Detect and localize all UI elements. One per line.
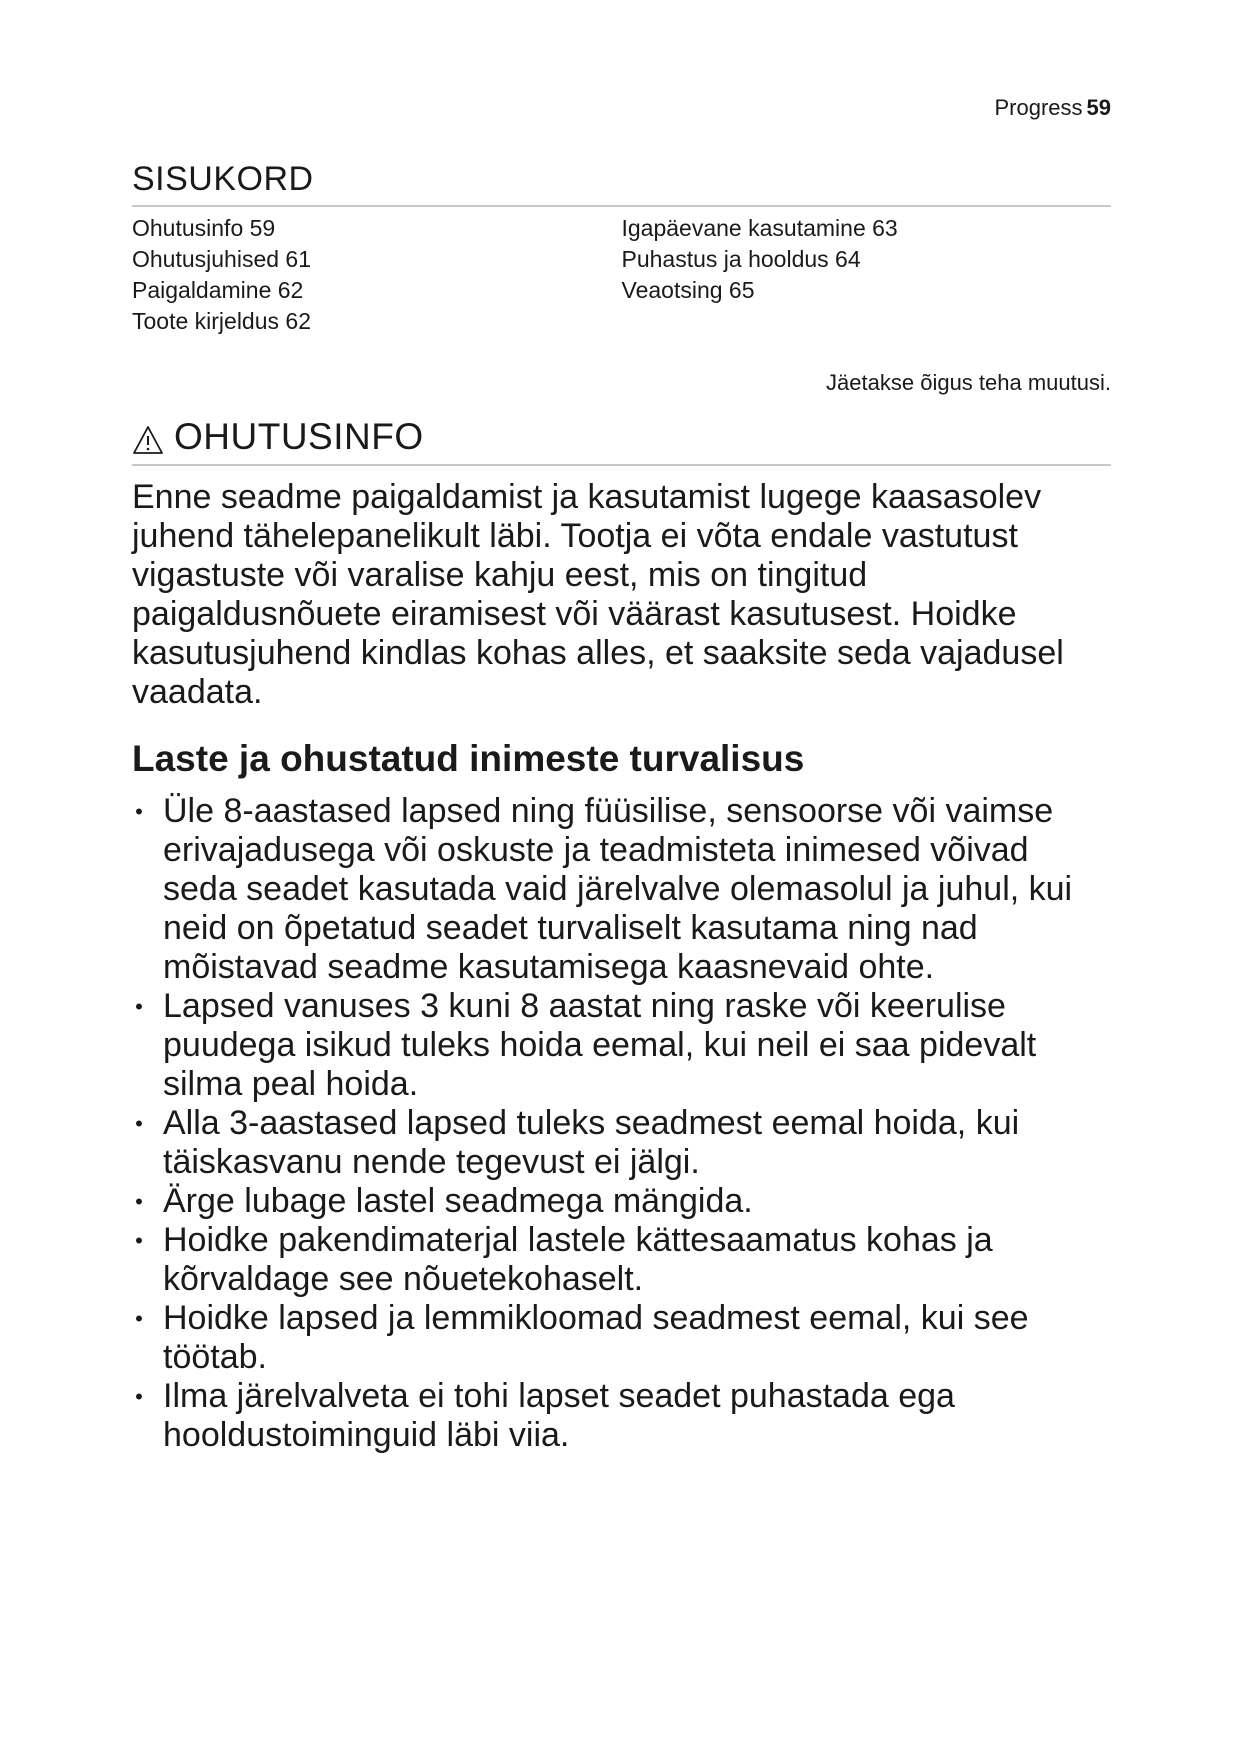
bullet-icon: •	[135, 1189, 143, 1214]
disclaimer: Jäetakse õigus teha muutusi.	[826, 370, 1111, 395]
toc-entry: Veaotsing 65	[621, 277, 755, 303]
list-item	[132, 792, 1111, 987]
brand-name: Progress	[994, 95, 1083, 120]
list-item-text: Ärge lubage lastel seadmega mängida.	[163, 1182, 753, 1220]
bullet-icon: •	[135, 1228, 143, 1253]
safety-title-text: OHUTUSINFO	[174, 416, 424, 457]
toc-entry: Toote kirjeldus 62	[132, 308, 311, 334]
bullet-icon: •	[135, 1111, 143, 1136]
warning-triangle-icon	[132, 422, 164, 452]
toc-left-column	[132, 213, 622, 337]
list-item-text: Ilma järelvalveta ei tohi lapset seadet puhastada ega hooldustoiminguid läbi viia.	[163, 1377, 955, 1454]
list-item	[132, 1104, 1111, 1182]
toc-entry: Puhastus ja hooldus 64	[621, 246, 861, 272]
list-item-text: Lapsed vanuses 3 kuni 8 aastat ning raske või keerulise puudega isikud tuleks hoida eemal, kui neil ei saa pidevalt silma peal hoida.	[163, 987, 1037, 1103]
toc-entry: Ohutusinfo 59	[132, 215, 276, 241]
toc-entry: Igapäevane kasutamine 63	[621, 215, 898, 241]
list-item-text: Alla 3-aastased lapsed tuleks seadmest eemal hoida, kui täiskasvanu nende tegevust ei jälgi.	[163, 1104, 1020, 1181]
page-content	[132, 160, 1111, 1455]
page-number: 59	[1086, 95, 1111, 120]
bullet-icon: •	[135, 1384, 143, 1409]
list-item	[132, 987, 1111, 1104]
list-item	[132, 1221, 1111, 1299]
safety-intro: Enne seadme paigaldamist ja kasutamist lugege kaasasolev juhend tähelepanelikult läbi. Tootja ei võta endale vastutust vigastuste või varalise kahju eest, mis on tingitud paigaldusnõuete eiramisest või väärast kasutusest. Hoidke kasutusjuhend kindlas kohas alles, et saaksite seda vajadusel vaadata.	[132, 478, 1064, 711]
bullet-icon: •	[135, 799, 143, 824]
list-item	[132, 1299, 1111, 1377]
bullet-icon: •	[135, 1306, 143, 1331]
safety-section-title	[132, 416, 1111, 466]
list-item-text: Hoidke lapsed ja lemmikloomad seadmest eemal, kui see töötab.	[163, 1299, 1029, 1376]
children-section-title: Laste ja ohustatud inimeste turvalisus	[132, 738, 805, 779]
children-safety-list	[132, 792, 1111, 1455]
bullet-icon: •	[135, 994, 143, 1019]
list-item-text: Üle 8-aastased lapsed ning füüsilise, sensoorse või vaimse erivajadusega või oskuste ja teadmisteta inimesed võivad seda seadet kasutada vaid järelvalve olemasolul ja juhul, kui neid on õpetatud seadet turvaliselt kasutama ning nad mõistavad seadme kasutamisega kaasnevaid ohte.	[163, 792, 1073, 986]
table-of-contents	[132, 213, 1111, 337]
toc-entry: Ohutusjuhised 61	[132, 246, 312, 272]
list-item	[132, 1377, 1111, 1455]
toc-entry: Paigaldamine 62	[132, 277, 304, 303]
toc-right-column	[622, 213, 1112, 337]
page-header	[994, 95, 1111, 121]
toc-title: SISUKORD	[132, 160, 1111, 207]
list-item	[132, 1182, 1111, 1221]
list-item-text: Hoidke pakendimaterjal lastele kättesaamatus kohas ja kõrvaldage see nõuetekohaselt.	[163, 1221, 993, 1298]
